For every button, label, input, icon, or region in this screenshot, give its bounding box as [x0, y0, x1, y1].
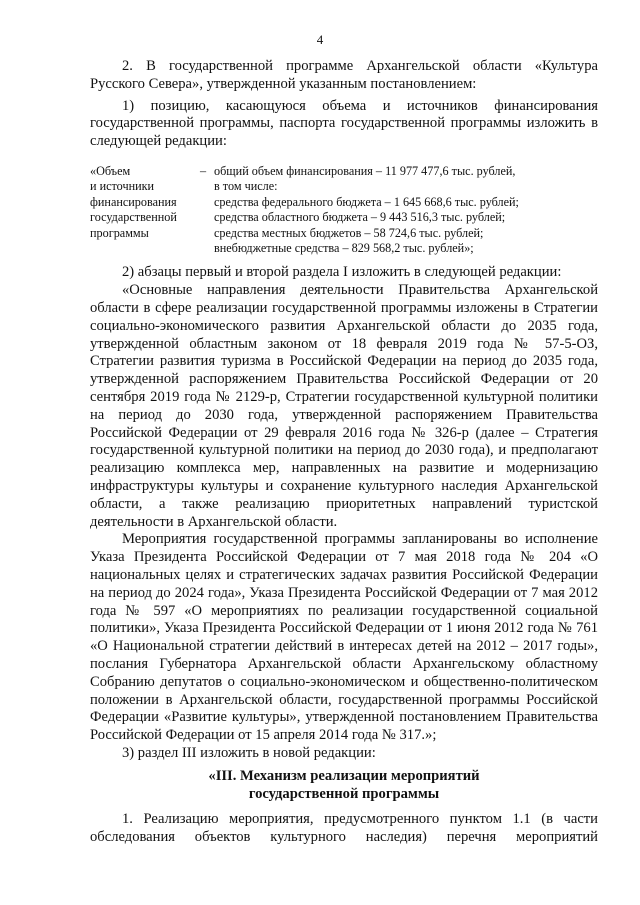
section-heading: [90, 767, 598, 803]
paragraph-section3-1: 1. Реализацию мероприятия, предусмотренного пунктом 1.1 (в части обследования объектов культурного наследия) перечня мероприятий: [90, 810, 598, 845]
pasport-value-line: внебюджетные средства – 829 568,2 тыс. рублей»;: [214, 241, 474, 256]
pasport-label: [90, 164, 200, 256]
paragraph-section1-2: «Основные направления деятельности Правительства Архангельской области в сфере реализации государственной программы изложены в Стратегии социально-экономического развития Архангельской области до 2035 года, утвержденной областным законом от 18 февраля 2019 года № 57-5-ОЗ, Стратегии развития туризма в Российской Федерации на период до 2035 года, утвержденной распоряжением Правительства Российской Федерации от 20 сентября 2019 года № 2129-р, Стратегии государственной культурной политики на период до 2030 года, утвержденной распоряжением Правительства Российской Федерации от 29 февраля 2016 года № 326-р (далее – Стратегия государственной культурной политики на период до 2030 года), и предполагают реализацию комплекса мер, направленных на развитие и модернизацию инфраструктуры культуры и сохранение культурного наследия Архангельской области, а также реализацию приоритетных направлений туристской деятельности в Архангельской области.: [90, 282, 598, 530]
paragraph-section1-4: 3) раздел III изложить в новой редакции:: [122, 744, 376, 761]
pasport-value-line: средства областного бюджета – 9 443 516,3 тыс. рублей;: [214, 210, 506, 225]
pasport-value-line: общий объем финансирования – 11 977 477,6 тыс. рублей,: [214, 163, 516, 178]
section-heading-line: «III. Механизм реализации мероприятий: [208, 767, 480, 784]
pasport-label-line: программы: [90, 225, 149, 240]
pasport-label-line: «Объем: [90, 163, 131, 178]
pasport-label-line: государственной: [90, 210, 177, 225]
pasport-table: [90, 164, 598, 256]
document-body: [90, 58, 598, 846]
page-number: 4: [316, 32, 324, 47]
pasport-value-line: средства местных бюджетов – 58 724,6 тыс. рублей;: [214, 225, 484, 240]
pasport-label-line: финансирования: [90, 194, 177, 209]
pasport-label-line: и источники: [90, 179, 155, 194]
paragraph-section1-1: 2) абзацы первый и второй раздела I изложить в следующей редакции:: [122, 264, 562, 281]
pasport-value-line: средства федерального бюджета – 1 645 668,6 тыс. рублей;: [214, 194, 519, 209]
pasport-value: [214, 164, 598, 256]
pasport-dash: –: [200, 163, 207, 178]
paragraph-section1-3: Мероприятия государственной программы запланированы во исполнение Указа Президента Российской Федерации от 7 мая 2018 года № 204 «О национальных целях и стратегических задачах развития Российской Федерации на период до 2024 года», Указа Президента Российской Федерации от 7 мая 2012 года № 597 «О мероприятиях по реализации государственной социальной политики», Указа Президента Российской Федерации от 1 июня 2012 года № 761 «О Национальной стратегии действий в интересах детей на 2012 – 2017 годы», послания Губернатора Архангельской области Архангельскому областному Собранию депутатов о социально-экономическом и общественно-политическом положении в Архангельской области, государственной программы Российской Федерации «Развитие культуры», утвержденной постановлением Правительства Российской Федерации от 15 апреля 2014 года № 317.»;: [90, 531, 598, 744]
pasport-value-line: в том числе:: [214, 179, 278, 194]
paragraph-intro-1: 2. В государственной программе Архангельской области «Культура Русского Севера», утвержденной указанным постановлением:: [90, 58, 598, 92]
section-heading-line: государственной программы: [248, 785, 440, 802]
paragraph-intro-2: 1) позицию, касающуюся объема и источников финансирования государственной программы, паспорта государственной программы изложить в следующей редакции:: [90, 97, 598, 150]
